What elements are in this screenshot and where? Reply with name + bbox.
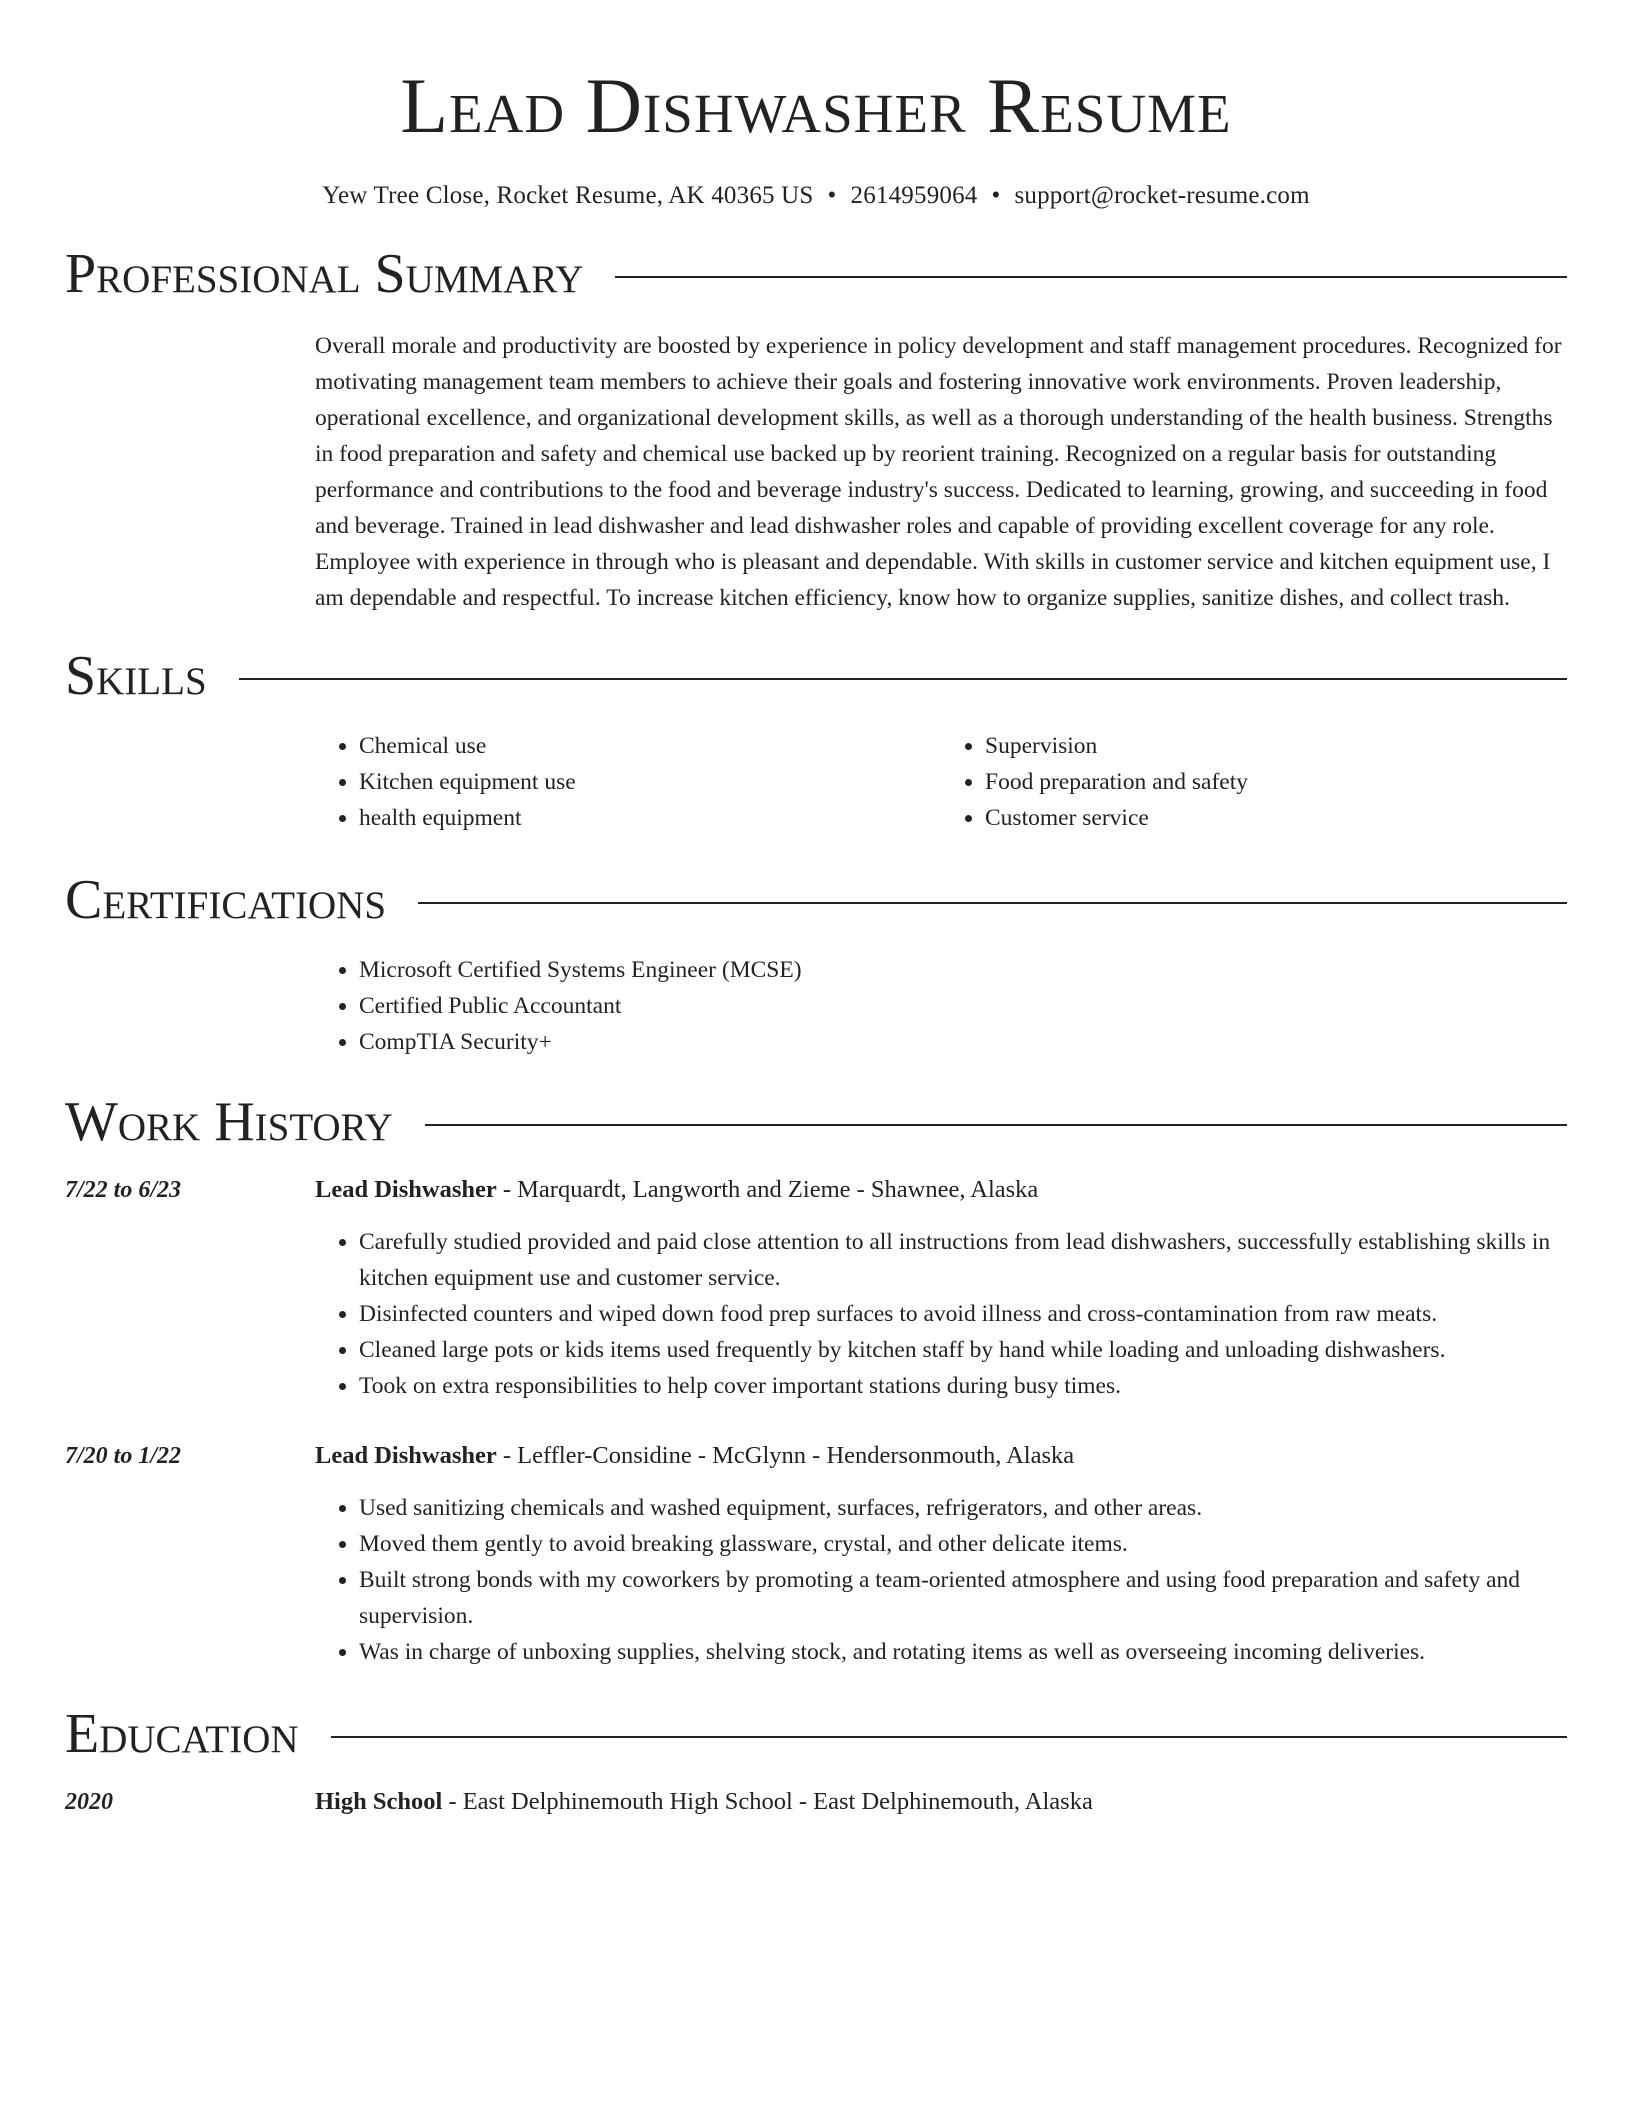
skill-item: • health equipment bbox=[359, 800, 941, 836]
education-school-location: - East Delphinemouth High School - East Delphinemouth, Alaska bbox=[442, 1788, 1093, 1815]
job-bullet: • Disinfected counters and wiped down food prep surfaces to avoid illness and cross-contamination from raw meats. bbox=[359, 1296, 1567, 1332]
section-header bbox=[65, 1090, 1567, 1154]
skills-list-left bbox=[315, 728, 941, 836]
job-entry bbox=[65, 1438, 1567, 1670]
job-bullets bbox=[315, 1490, 1567, 1670]
contact-address: Yew Tree Close, Rocket Resume, AK 40365 US bbox=[322, 182, 814, 209]
contact-phone: 2614959064 bbox=[850, 182, 978, 209]
education-degree: High School bbox=[315, 1788, 443, 1815]
education-entry bbox=[65, 1784, 1567, 1820]
section-title: Education bbox=[65, 1703, 299, 1765]
contact-email: support@rocket-resume.com bbox=[1014, 182, 1310, 209]
section-work-history bbox=[65, 1090, 1567, 1670]
job-heading bbox=[315, 1172, 1567, 1208]
section-divider bbox=[331, 1736, 1567, 1738]
contact-separator: • bbox=[827, 182, 837, 209]
job-employer-location: - Marquardt, Langworth and Zieme - Shawnee, Alaska bbox=[496, 1176, 1039, 1203]
section-body bbox=[65, 328, 1567, 616]
contact-separator: • bbox=[991, 182, 1001, 209]
job-bullets bbox=[315, 1224, 1567, 1404]
job-bullet: • Was in charge of unboxing supplies, shelving stock, and rotating items as well as overseeing incoming deliveries. bbox=[359, 1634, 1567, 1670]
section-professional-summary bbox=[65, 242, 1567, 616]
job-bullet: • Used sanitizing chemicals and washed equipment, surfaces, refrigerators, and other areas. bbox=[359, 1490, 1567, 1526]
job-heading bbox=[315, 1438, 1567, 1474]
section-header bbox=[65, 242, 1567, 306]
section-divider bbox=[615, 276, 1567, 278]
skill-item: • Chemical use bbox=[359, 728, 941, 764]
section-body bbox=[65, 952, 1567, 1060]
skill-item: • Kitchen equipment use bbox=[359, 764, 941, 800]
section-header bbox=[65, 644, 1567, 708]
job-details bbox=[315, 1172, 1567, 1404]
education-year: 2020 bbox=[65, 1789, 113, 1815]
skills-grid bbox=[65, 728, 1567, 836]
job-entry bbox=[65, 1172, 1567, 1404]
certifications-list bbox=[315, 952, 1567, 1060]
certification-item: • Microsoft Certified Systems Engineer (MCSE) bbox=[359, 952, 1567, 988]
section-education bbox=[65, 1702, 1567, 1820]
section-title: Professional Summary bbox=[65, 243, 584, 305]
job-bullet: • Built strong bonds with my coworkers by promoting a team-oriented atmosphere and using food preparation and safety and supervision. bbox=[359, 1562, 1567, 1634]
section-certifications bbox=[65, 868, 1567, 1060]
section-header bbox=[65, 868, 1567, 932]
job-bullet: • Took on extra responsibilities to help cover important stations during busy times. bbox=[359, 1368, 1567, 1404]
summary-text: Overall morale and productivity are boosted by experience in policy development and staff management procedures. Recognized for motivating management team members to achieve their goals and fostering innovative work environments. Proven leadership, operational excellence, and organizational development skills, as well as a thorough understanding of the health business. Strengths in food preparation and safety and chemical use backed up by reorient training. Recognized on a regular basis for outstanding performance and contributions to the food and beverage industry's success. Dedicated to learning, growing, and succeeding in food and beverage. Trained in lead dishwasher and lead dishwasher roles and capable of providing excellent coverage for any role. Employee with experience in through who is pleasant and dependable. With skills in customer service and kitchen equipment use, I am dependable and respectful. To increase kitchen efficiency, know how to organize supplies, sanitize dishes, and collect trash. bbox=[315, 333, 1562, 611]
skill-item: • Supervision bbox=[985, 728, 1567, 764]
job-details bbox=[315, 1438, 1567, 1670]
education-heading bbox=[315, 1784, 1567, 1820]
skill-item: • Customer service bbox=[985, 800, 1567, 836]
section-divider bbox=[425, 1124, 1567, 1126]
contact-line bbox=[65, 182, 1567, 210]
section-title: Certifications bbox=[65, 869, 387, 931]
skills-list-right bbox=[941, 728, 1567, 836]
resume-title: Lead Dishwasher Resume bbox=[400, 62, 1232, 149]
section-title: Skills bbox=[65, 645, 207, 707]
job-bullet: • Moved them gently to avoid breaking glassware, crystal, and other delicate items. bbox=[359, 1526, 1567, 1562]
certification-item: • CompTIA Security+ bbox=[359, 1024, 1567, 1060]
job-dates: 7/22 to 6/23 bbox=[65, 1177, 182, 1203]
skill-item: • Food preparation and safety bbox=[985, 764, 1567, 800]
education-details bbox=[315, 1784, 1567, 1820]
job-title: Lead Dishwasher bbox=[315, 1176, 497, 1203]
section-divider bbox=[418, 902, 1567, 904]
job-employer-location: - Leffler-Considine - McGlynn - Hendersonmouth, Alaska bbox=[496, 1442, 1075, 1469]
job-title: Lead Dishwasher bbox=[315, 1442, 497, 1469]
section-divider bbox=[239, 678, 1567, 680]
job-bullet: • Carefully studied provided and paid close attention to all instructions from lead dishwashers, successfully establishing skills in kitchen equipment use and customer service. bbox=[359, 1224, 1567, 1296]
job-dates: 7/20 to 1/22 bbox=[65, 1443, 182, 1469]
section-title: Work History bbox=[65, 1091, 393, 1153]
section-header bbox=[65, 1702, 1567, 1766]
certification-item: • Certified Public Accountant bbox=[359, 988, 1567, 1024]
job-bullet: • Cleaned large pots or kids items used frequently by kitchen staff by hand while loading and unloading dishwashers. bbox=[359, 1332, 1567, 1368]
section-skills bbox=[65, 644, 1567, 836]
